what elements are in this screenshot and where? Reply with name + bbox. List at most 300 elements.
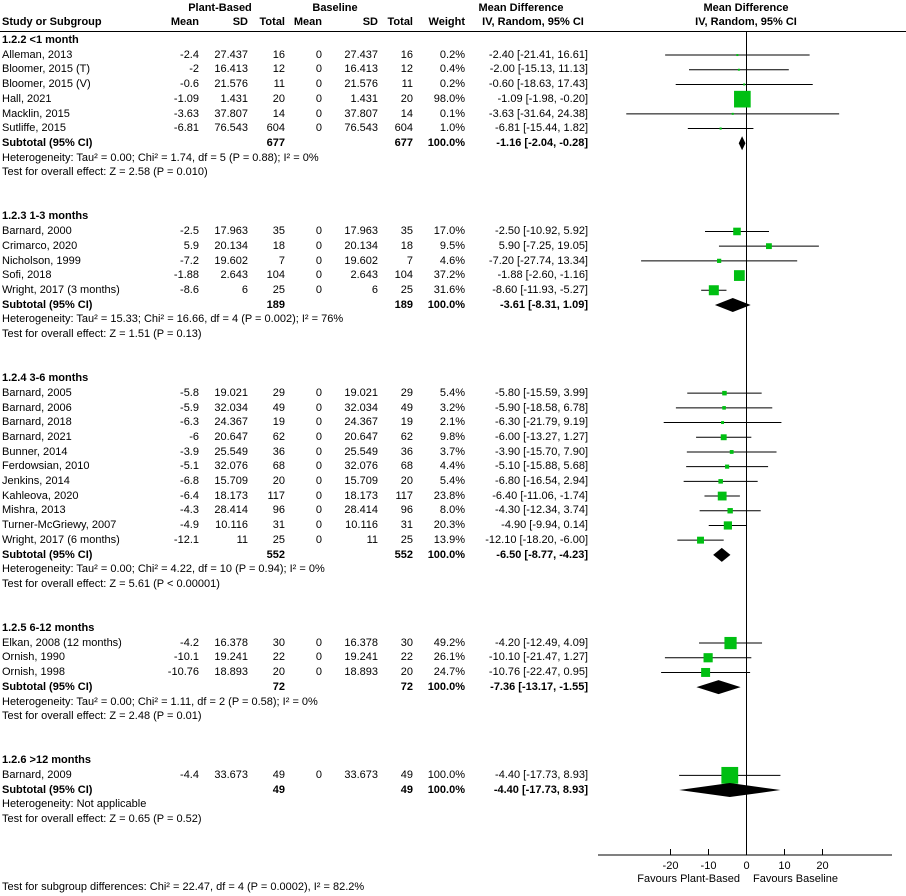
ci-text: -0.60 [-18.63, 17.43] [488,78,588,91]
plant-sd: 21.576 [214,78,248,91]
blank-row [0,739,906,754]
overall-effect-note: Test for overall effect: Z = 5.61 (P < 0.00001) [2,577,220,590]
baseline-sd: 16.378 [344,636,378,649]
weight-value: 3.2% [439,401,465,414]
subgroup-heading: 1.2.2 <1 month [2,34,79,46]
heterogeneity-note: Heterogeneity: Tau² = 0.00; Chi² = 4.22, df = 10 (P = 0.94); I² = 0% [2,563,325,576]
plant-sd: 18.173 [214,489,248,502]
axis-tick-label: 10 [778,860,791,872]
note-row [0,562,906,577]
plant-mean: -4.2 [180,636,199,649]
study-label: Barnard, 2006 [2,401,72,414]
plant-total: 18 [272,239,285,252]
note-row [0,797,906,812]
table-row [0,650,906,665]
note-row [0,327,906,342]
weight-value: 26.1% [433,651,465,664]
weight-value: 49.2% [433,636,465,649]
subtotal-label: Subtotal (95% CI) [2,680,93,693]
ci-text: -10.76 [-22.47, 0.95] [488,666,588,679]
weight-value: 5.4% [439,386,465,399]
overall-effect-note: Test for overall effect: Z = 2.48 (P = 0.01) [2,710,202,723]
baseline-total: 7 [406,254,413,267]
ci-text: -1.09 [-1.98, -0.20] [497,92,588,105]
col-mean2: Mean [293,16,322,28]
baseline-sd: 28.414 [344,504,378,517]
baseline-mean: 0 [315,430,322,443]
baseline-mean: 0 [315,504,322,517]
baseline-total: 49 [400,769,413,781]
baseline-total: 18 [400,239,413,252]
subtotal-row [0,136,906,151]
blank-row [0,356,906,371]
head-row [0,209,906,224]
table-row [0,518,906,533]
subtotal-label: Subtotal (95% CI) [2,783,93,796]
weight-value: 2.1% [439,416,465,429]
study-label: Barnard, 2000 [2,225,72,238]
table-row [0,430,906,445]
weight-value: 0.2% [439,78,465,91]
table-row [0,121,906,136]
note-row [0,695,906,710]
study-label: Elkan, 2008 (12 months) [2,636,122,649]
ci-text: -2.40 [-21.41, 16.61] [488,48,588,61]
baseline-mean: 0 [315,636,322,649]
ci-text: -6.80 [-16.54, 2.94] [495,475,588,487]
baseline-sd: 20.647 [344,430,378,443]
plant-total: 36 [272,445,285,458]
col-sd1: SD [232,16,248,28]
baseline-mean: 0 [315,63,322,76]
plant-total: 20 [272,666,285,679]
plant-mean: -8.6 [180,283,199,296]
baseline-total: 25 [400,283,413,296]
baseline-mean: 0 [315,519,322,532]
study-label: Ferdowsian, 2010 [2,460,90,473]
weight-value: 23.8% [433,489,465,502]
ci-text: 5.90 [-7.25, 19.05] [498,239,588,252]
weight-value: 5.4% [439,475,465,487]
ci-text: -1.88 [-2.60, -1.16] [497,269,588,282]
head-row [0,371,906,386]
subtotal-weight: 100.0% [427,136,465,149]
weight-value: 20.3% [433,519,465,532]
table-row [0,48,906,63]
effect-header-plot: Mean Difference [703,2,789,14]
plant-mean: -6.81 [173,122,199,135]
table-row [0,768,906,783]
subtotal-ci-text: -4.40 [-17.73, 8.93] [493,783,588,796]
axis-tick-label: -10 [700,860,717,872]
table-row [0,474,906,489]
plant-sd: 24.367 [214,416,248,429]
plant-mean: -1.88 [173,269,199,282]
blank-row [0,342,906,357]
head-row [0,753,906,768]
baseline-sd: 10.116 [345,519,378,532]
plant-sd: 25.549 [214,445,248,458]
table-row [0,107,906,122]
overall-effect-note: Test for overall effect: Z = 0.65 (P = 0.52) [2,813,202,826]
table-row [0,283,906,298]
subtotal-weight: 100.0% [427,680,465,693]
table-row [0,92,906,107]
plant-total: 12 [272,63,285,76]
plant-sd: 2.643 [220,269,248,282]
plant-sd: 16.378 [214,636,248,649]
baseline-mean: 0 [315,386,322,399]
subtotal-ci-text: -1.16 [-2.04, -0.28] [496,136,588,149]
study-label: Bloomer, 2015 (V) [2,78,91,91]
table-row [0,503,906,518]
baseline-mean: 0 [315,269,322,282]
subgroup-heading: 1.2.3 1-3 months [2,210,89,223]
col-study: Study or Subgroup [2,16,102,28]
plant-total: 7 [278,254,285,267]
baseline-mean: 0 [315,48,322,61]
head-row [0,621,906,636]
subtotal-total1: 72 [272,680,285,693]
plant-sd: 19.602 [214,254,248,267]
baseline-sd: 16.413 [344,63,378,76]
table-row [0,415,906,430]
plant-sd: 19.021 [214,386,248,399]
blank-row [0,606,906,621]
plant-mean: -2.5 [180,225,199,238]
blank-row [0,195,906,210]
subtotal-row [0,548,906,563]
baseline-total: 20 [400,92,413,105]
baseline-total: 49 [400,401,413,414]
baseline-total: 30 [400,636,413,649]
plant-total: 22 [272,651,285,664]
plant-total: 16 [272,48,285,61]
study-label: Hall, 2021 [2,92,52,105]
study-label: Wright, 2017 (3 months) [2,283,120,296]
plant-mean: -6.4 [180,489,199,502]
table-row [0,533,906,548]
ci-text: -4.30 [-12.34, 3.74] [495,504,588,517]
baseline-total: 117 [395,489,413,502]
study-label: Macklin, 2015 [2,107,70,120]
baseline-sd: 18.173 [344,489,378,502]
plant-total: 29 [272,386,285,399]
baseline-mean: 0 [315,533,322,546]
weight-value: 1.0% [439,122,465,135]
weight-value: 100.0% [427,769,465,781]
weight-value: 17.0% [433,225,465,238]
ci-text: -10.10 [-21.47, 1.27] [488,651,588,664]
study-label: Bunner, 2014 [2,445,68,458]
baseline-mean: 0 [315,239,322,252]
baseline-sd: 33.673 [344,769,378,781]
baseline-total: 104 [394,269,413,282]
subtotal-ci-text: -7.36 [-13.17, -1.55] [490,680,588,693]
baseline-total: 14 [400,107,413,120]
note-row [0,165,906,180]
heterogeneity-note: Heterogeneity: Not applicable [2,798,147,811]
plant-total: 49 [272,769,285,781]
subtotal-row [0,298,906,313]
plant-sd: 32.034 [214,401,248,414]
table-row [0,62,906,77]
table-row [0,224,906,239]
overall-effect-note: Test for overall effect: Z = 2.58 (P = 0.010) [2,166,208,179]
subtotal-total2: 189 [394,298,413,311]
plant-mean: -5.8 [180,386,199,399]
baseline-total: 35 [400,225,413,238]
blank-row [0,180,906,195]
table-row [0,489,906,504]
subtotal-weight: 100.0% [427,548,465,561]
ci-text: -5.10 [-15.88, 5.68] [495,460,588,473]
plant-total: 25 [272,533,285,546]
baseline-sd: 27.437 [344,48,378,61]
plant-total: 20 [272,92,285,105]
study-label: Nicholson, 1999 [2,254,81,267]
baseline-total: 12 [400,63,413,76]
table-row [0,665,906,680]
axis-tick-label: 20 [816,860,829,872]
plant-sd: 1.431 [220,92,248,105]
baseline-mean: 0 [315,122,322,135]
plant-total: 25 [272,283,285,296]
subtotal-total2: 552 [394,548,413,561]
study-label: Wright, 2017 (6 months) [2,533,120,546]
table-row [0,239,906,254]
ci-text: -2.50 [-10.92, 5.92] [495,225,588,238]
weight-value: 0.1% [439,107,465,120]
plant-sd: 15.709 [214,475,248,487]
weight-value: 13.9% [433,533,465,546]
baseline-sd: 24.367 [344,416,378,429]
baseline-total: 20 [400,475,413,487]
baseline-total: 62 [400,430,413,443]
plant-mean: -10.76 [167,666,199,679]
table-row [0,254,906,269]
ci-text: -6.81 [-15.44, 1.82] [495,122,588,135]
plant-total: 104 [266,269,285,282]
baseline-total: 11 [401,78,413,91]
note-row [0,709,906,724]
plant-sd: 33.673 [214,769,248,781]
plant-mean: -6.8 [180,475,199,487]
plant-mean: -12.1 [173,533,199,546]
note-row [0,577,906,592]
plant-mean: -6.3 [180,416,199,429]
weight-value: 31.6% [433,283,465,296]
baseline-total: 31 [400,519,413,532]
col-method-plot: IV, Random, 95% CI [695,16,797,28]
table-row [0,445,906,460]
baseline-total: 20 [400,666,413,679]
plant-mean: -5.9 [180,401,199,414]
baseline-sd: 21.576 [344,78,378,91]
baseline-total: 68 [400,460,413,473]
baseline-sd: 18.893 [344,666,378,679]
study-label: Mishra, 2013 [2,504,66,517]
plant-sd: 20.647 [214,430,248,443]
baseline-total: 16 [400,48,413,61]
plant-total: 11 [273,78,285,91]
favours-right-label: Favours Baseline [753,873,838,885]
ci-text: -4.20 [-12.49, 4.09] [495,636,588,649]
heterogeneity-note: Heterogeneity: Tau² = 0.00; Chi² = 1.74, df = 5 (P = 0.88); I² = 0% [2,151,319,164]
baseline-mean: 0 [315,460,322,473]
weight-value: 3.7% [439,445,465,458]
weight-value: 8.0% [439,504,465,517]
col-mean1: Mean [170,16,199,28]
plant-mean: 5.9 [183,239,199,252]
baseline-mean: 0 [315,651,322,664]
plant-mean: -5.1 [180,460,199,473]
heterogeneity-note: Heterogeneity: Tau² = 15.33; Chi² = 16.66, df = 4 (P = 0.002); I² = 76% [2,313,344,326]
plant-mean: -7.2 [180,254,199,267]
plant-total: 30 [272,636,285,649]
ci-text: -5.90 [-18.58, 6.78] [495,401,588,414]
ci-text: -3.90 [-15.70, 7.90] [495,445,588,458]
baseline-mean: 0 [315,769,322,781]
ci-text: -4.90 [-9.94, 0.14] [501,519,588,532]
plant-mean: -3.63 [173,107,199,120]
weight-value: 4.6% [439,254,465,267]
plant-mean: -4.3 [180,504,199,517]
baseline-mean: 0 [315,225,322,238]
baseline-sd: 32.034 [344,401,378,414]
group1-header: Plant-Based [188,2,252,14]
plant-mean: -6 [189,430,199,443]
ci-text: -6.40 [-11.06, -1.74] [492,489,588,502]
ci-text: -6.00 [-13.27, 1.27] [495,430,588,443]
study-label: Sutliffe, 2015 [2,122,67,135]
plant-mean: -4.9 [180,519,199,532]
weight-value: 24.7% [433,666,465,679]
ci-text: -8.60 [-11.93, -5.27] [492,283,588,296]
baseline-sd: 37.807 [344,107,378,120]
weight-value: 9.5% [439,239,465,252]
plant-total: 35 [272,225,285,238]
study-label: Barnard, 2009 [2,769,72,781]
baseline-sd: 25.549 [344,445,378,458]
effect-header-table: Mean Difference [478,2,564,14]
col-total2: Total [387,16,413,28]
plant-mean: -10.1 [173,651,199,664]
plant-sd: 17.963 [214,225,248,238]
baseline-sd: 15.709 [344,475,378,487]
subtotal-total1: 552 [266,548,285,561]
study-label: Alleman, 2013 [2,48,73,61]
weight-value: 0.4% [439,63,465,76]
plant-mean: -2 [189,63,199,76]
overall-effect-note: Test for overall effect: Z = 1.51 (P = 0.13) [2,328,202,340]
study-label: Turner-McGriewy, 2007 [2,519,117,532]
table-row [0,386,906,401]
baseline-total: 36 [400,445,413,458]
weight-value: 98.0% [433,92,465,105]
subtotal-total1: 189 [266,298,285,311]
ci-text: -3.63 [-31.64, 24.38] [488,107,588,120]
study-label: Jenkins, 2014 [2,475,70,487]
plant-sd: 19.241 [214,651,248,664]
ci-text: -5.80 [-15.59, 3.99] [495,386,588,399]
baseline-sd: 11 [366,533,378,546]
baseline-sd: 6 [371,283,378,296]
plant-sd: 28.414 [214,504,248,517]
plant-sd: 6 [241,283,248,296]
weight-value: 9.8% [439,430,465,443]
study-label: Barnard, 2005 [2,386,72,399]
subtotal-label: Subtotal (95% CI) [2,548,93,561]
plant-sd: 27.437 [214,48,248,61]
baseline-sd: 19.021 [344,386,378,399]
baseline-mean: 0 [315,489,322,502]
group2-header: Baseline [312,2,358,14]
baseline-mean: 0 [315,401,322,414]
study-label: Barnard, 2018 [2,416,72,429]
plant-total: 117 [267,489,285,502]
subgroup-heading: 1.2.6 >12 months [2,754,91,767]
study-label: Barnard, 2021 [2,430,72,443]
baseline-sd: 2.643 [350,269,378,282]
plant-sd: 76.543 [214,122,248,135]
baseline-total: 22 [400,651,413,664]
subgroup-heading: 1.2.4 3-6 months [2,372,89,385]
subtotal-total2: 49 [400,783,413,796]
plant-total: 31 [272,519,285,532]
blank-row [0,724,906,739]
baseline-total: 25 [400,533,413,546]
plant-total: 49 [272,401,285,414]
plant-sd: 20.134 [214,239,248,252]
study-label: Crimarco, 2020 [2,239,78,252]
plant-sd: 10.116 [215,519,248,532]
baseline-mean: 0 [315,107,322,120]
blank-row [0,592,906,607]
baseline-mean: 0 [315,666,322,679]
baseline-sd: 19.241 [344,651,378,664]
baseline-mean: 0 [315,475,322,487]
study-label: Ornish, 1990 [2,651,65,664]
plant-mean: -1.09 [173,92,199,105]
baseline-mean: 0 [315,78,322,91]
weight-value: 0.2% [439,48,465,61]
axis-tick-label: 0 [743,860,750,872]
ci-text: -7.20 [-27.74, 13.34] [488,254,588,267]
plant-mean: -4.4 [180,769,199,781]
subtotal-weight: 100.0% [427,298,465,311]
ci-text: -6.30 [-21.79, 9.19] [495,416,588,429]
plant-total: 62 [272,430,285,443]
baseline-mean: 0 [315,283,322,296]
table-row [0,636,906,651]
plant-sd: 18.893 [214,666,248,679]
baseline-sd: 76.543 [344,122,378,135]
baseline-sd: 1.431 [350,92,378,105]
ci-text: -4.40 [-17.73, 8.93] [495,769,588,781]
study-label: Sofi, 2018 [2,269,52,282]
plant-total: 604 [266,122,285,135]
baseline-mean: 0 [315,254,322,267]
favours-left-label: Favours Plant-Based [637,873,740,885]
col-sd2: SD [362,16,378,28]
plant-total: 96 [272,504,285,517]
baseline-total: 29 [400,386,413,399]
note-row [0,151,906,166]
subtotal-total1: 677 [266,136,285,149]
ci-text: -2.00 [-15.13, 11.13] [489,63,588,76]
study-label: Ornish, 1998 [2,666,65,679]
